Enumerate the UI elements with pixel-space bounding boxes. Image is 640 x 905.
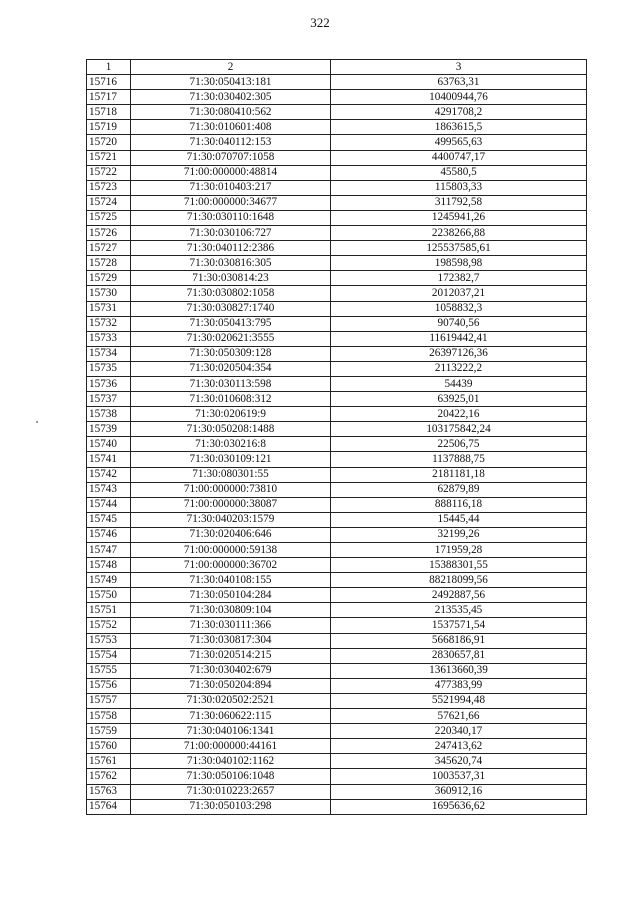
table-row [87, 392, 587, 407]
cadastral-number-cell: 71:30:010608:312 [131, 392, 331, 407]
row-number-cell: 15736 [87, 376, 131, 391]
value-cell: 57621,66 [331, 709, 587, 724]
cadastral-number-cell: 71:30:030106:727 [131, 226, 331, 241]
value-cell: 63763,31 [331, 75, 587, 90]
table-body [87, 75, 587, 815]
row-number-cell: 15722 [87, 165, 131, 180]
table-row [87, 799, 587, 814]
table-row [87, 120, 587, 135]
row-number-cell: 15730 [87, 286, 131, 301]
value-cell: 220340,17 [331, 724, 587, 739]
value-cell: 62879,89 [331, 482, 587, 497]
table-row [87, 739, 587, 754]
row-number-cell: 15717 [87, 90, 131, 105]
table-row [87, 361, 587, 376]
value-cell: 32199,26 [331, 527, 587, 542]
cadastral-number-cell: 71:30:050413:181 [131, 75, 331, 90]
cadastral-number-cell: 71:30:030802:1058 [131, 286, 331, 301]
table-row [87, 422, 587, 437]
row-number-cell: 15748 [87, 558, 131, 573]
row-number-cell: 15747 [87, 543, 131, 558]
cadastral-number-cell: 71:30:010223:2657 [131, 784, 331, 799]
value-cell: 2238266,88 [331, 226, 587, 241]
value-cell: 247413,62 [331, 739, 587, 754]
table-row [87, 784, 587, 799]
value-cell: 4400747,17 [331, 150, 587, 165]
scan-speck [36, 421, 38, 423]
value-cell: 2830657,81 [331, 648, 587, 663]
value-cell: 45580,5 [331, 165, 587, 180]
table-row [87, 346, 587, 361]
table-row [87, 407, 587, 422]
table-header [87, 60, 587, 75]
row-number-cell: 15759 [87, 724, 131, 739]
cadastral-number-cell: 71:30:050106:1048 [131, 769, 331, 784]
value-cell: 15445,44 [331, 512, 587, 527]
value-cell: 499565,63 [331, 135, 587, 150]
row-number-cell: 15753 [87, 633, 131, 648]
table-row [87, 90, 587, 105]
cadastral-number-cell: 71:30:020514:215 [131, 648, 331, 663]
row-number-cell: 15725 [87, 210, 131, 225]
value-cell: 477383,99 [331, 678, 587, 693]
cadastral-number-cell: 71:30:040112:2386 [131, 241, 331, 256]
value-cell: 360912,16 [331, 784, 587, 799]
value-cell: 10400944,76 [331, 90, 587, 105]
cadastral-number-cell: 71:30:010601:408 [131, 120, 331, 135]
table-row [87, 210, 587, 225]
row-number-cell: 15723 [87, 180, 131, 195]
cadastral-number-cell: 71:30:050103:298 [131, 799, 331, 814]
table-row [87, 165, 587, 180]
value-cell: 888116,18 [331, 497, 587, 512]
value-cell: 103175842,24 [331, 422, 587, 437]
value-cell: 311792,58 [331, 195, 587, 210]
table-row [87, 271, 587, 286]
value-cell: 1137888,75 [331, 452, 587, 467]
value-cell: 54439 [331, 376, 587, 391]
row-number-cell: 15732 [87, 316, 131, 331]
cadastral-number-cell: 71:30:040203:1579 [131, 512, 331, 527]
cadastral-number-cell: 71:00:000000:73810 [131, 482, 331, 497]
table-row [87, 301, 587, 316]
table-header-row [87, 60, 587, 75]
value-cell: 345620,74 [331, 754, 587, 769]
cadastral-number-cell: 71:00:000000:59138 [131, 543, 331, 558]
value-cell: 1003537,31 [331, 769, 587, 784]
cadastral-number-cell: 71:30:030402:679 [131, 663, 331, 678]
value-cell: 1863615,5 [331, 120, 587, 135]
row-number-cell: 15734 [87, 346, 131, 361]
row-number-cell: 15755 [87, 663, 131, 678]
table-row [87, 663, 587, 678]
table-row [87, 633, 587, 648]
row-number-cell: 15738 [87, 407, 131, 422]
table-row [87, 512, 587, 527]
value-cell: 5668186,91 [331, 633, 587, 648]
cadastral-number-cell: 71:30:030216:8 [131, 437, 331, 452]
row-number-cell: 15724 [87, 195, 131, 210]
row-number-cell: 15752 [87, 618, 131, 633]
table-row [87, 376, 587, 391]
row-number-cell: 15749 [87, 573, 131, 588]
cadastral-number-cell: 71:30:080301:55 [131, 467, 331, 482]
row-number-cell: 15761 [87, 754, 131, 769]
table-row [87, 588, 587, 603]
table-row [87, 497, 587, 512]
value-cell: 125537585,61 [331, 241, 587, 256]
cadastral-number-cell: 71:30:040108:155 [131, 573, 331, 588]
table-row [87, 256, 587, 271]
cadastral-number-cell: 71:30:050104:284 [131, 588, 331, 603]
table-row [87, 603, 587, 618]
row-number-cell: 15719 [87, 120, 131, 135]
cadastral-number-cell: 71:30:030817:304 [131, 633, 331, 648]
value-cell: 26397126,36 [331, 346, 587, 361]
value-cell: 213535,45 [331, 603, 587, 618]
cadastral-number-cell: 71:30:030814:23 [131, 271, 331, 286]
table-row [87, 286, 587, 301]
row-number-cell: 15762 [87, 769, 131, 784]
table-row [87, 482, 587, 497]
cadastral-number-cell: 71:30:050309:128 [131, 346, 331, 361]
table-row [87, 769, 587, 784]
row-number-cell: 15757 [87, 693, 131, 708]
cadastral-number-cell: 71:30:040106:1341 [131, 724, 331, 739]
value-cell: 20422,16 [331, 407, 587, 422]
table-row [87, 527, 587, 542]
value-cell: 63925,01 [331, 392, 587, 407]
row-number-cell: 15751 [87, 603, 131, 618]
row-number-cell: 15763 [87, 784, 131, 799]
value-cell: 1695636,62 [331, 799, 587, 814]
cadastral-value-table [86, 59, 587, 815]
row-number-cell: 15744 [87, 497, 131, 512]
row-number-cell: 15742 [87, 467, 131, 482]
row-number-cell: 15745 [87, 512, 131, 527]
row-number-cell: 15731 [87, 301, 131, 316]
row-number-cell: 15733 [87, 331, 131, 346]
table-row [87, 226, 587, 241]
value-cell: 1058832,3 [331, 301, 587, 316]
value-cell: 2113222,2 [331, 361, 587, 376]
cadastral-number-cell: 71:30:080410:562 [131, 105, 331, 120]
row-number-cell: 15716 [87, 75, 131, 90]
value-cell: 172382,7 [331, 271, 587, 286]
table-row [87, 75, 587, 90]
cadastral-number-cell: 71:00:000000:34677 [131, 195, 331, 210]
value-cell: 198598,98 [331, 256, 587, 271]
cadastral-number-cell: 71:30:050204:894 [131, 678, 331, 693]
cadastral-number-cell: 71:30:060622:115 [131, 709, 331, 724]
row-number-cell: 15726 [87, 226, 131, 241]
table-row [87, 543, 587, 558]
table-row [87, 331, 587, 346]
cadastral-number-cell: 71:30:020621:3555 [131, 331, 331, 346]
value-cell: 2012037,21 [331, 286, 587, 301]
column-header-number: 1 [87, 60, 131, 75]
table-row [87, 678, 587, 693]
value-cell: 22506,75 [331, 437, 587, 452]
row-number-cell: 15764 [87, 799, 131, 814]
table-row [87, 195, 587, 210]
cadastral-number-cell: 71:30:010403:217 [131, 180, 331, 195]
value-cell: 5521994,48 [331, 693, 587, 708]
row-number-cell: 15735 [87, 361, 131, 376]
row-number-cell: 15727 [87, 241, 131, 256]
table-row [87, 452, 587, 467]
row-number-cell: 15729 [87, 271, 131, 286]
cadastral-number-cell: 71:30:030402:305 [131, 90, 331, 105]
row-number-cell: 15756 [87, 678, 131, 693]
cadastral-number-cell: 71:00:000000:44161 [131, 739, 331, 754]
cadastral-number-cell: 71:30:020504:354 [131, 361, 331, 376]
cadastral-number-cell: 71:30:020406:646 [131, 527, 331, 542]
row-number-cell: 15754 [87, 648, 131, 663]
row-number-cell: 15728 [87, 256, 131, 271]
row-number-cell: 15758 [87, 709, 131, 724]
row-number-cell: 15721 [87, 150, 131, 165]
value-cell: 115803,33 [331, 180, 587, 195]
table-row [87, 467, 587, 482]
page-number: 322 [310, 15, 330, 30]
value-cell: 4291708,2 [331, 105, 587, 120]
cadastral-number-cell: 71:00:000000:36702 [131, 558, 331, 573]
table-row [87, 648, 587, 663]
cadastral-number-cell: 71:30:040102:1162 [131, 754, 331, 769]
row-number-cell: 15760 [87, 739, 131, 754]
cadastral-number-cell: 71:30:030111:366 [131, 618, 331, 633]
value-cell: 88218099,56 [331, 573, 587, 588]
row-number-cell: 15718 [87, 105, 131, 120]
value-cell: 90740,56 [331, 316, 587, 331]
value-cell: 1245941,26 [331, 210, 587, 225]
table-row [87, 135, 587, 150]
cadastral-number-cell: 71:30:030113:598 [131, 376, 331, 391]
table-row [87, 709, 587, 724]
row-number-cell: 15737 [87, 392, 131, 407]
cadastral-number-cell: 71:30:040112:153 [131, 135, 331, 150]
table-row [87, 180, 587, 195]
value-cell: 2492887,56 [331, 588, 587, 603]
cadastral-number-cell: 71:30:030110:1648 [131, 210, 331, 225]
row-number-cell: 15750 [87, 588, 131, 603]
cadastral-number-cell: 71:30:070707:1058 [131, 150, 331, 165]
table-row [87, 241, 587, 256]
row-number-cell: 15739 [87, 422, 131, 437]
cadastral-number-cell: 71:00:000000:48814 [131, 165, 331, 180]
table-row [87, 150, 587, 165]
row-number-cell: 15720 [87, 135, 131, 150]
value-cell: 171959,28 [331, 543, 587, 558]
table-row [87, 693, 587, 708]
column-header-cadastral-number: 2 [131, 60, 331, 75]
value-cell: 1537571,54 [331, 618, 587, 633]
value-cell: 2181181,18 [331, 467, 587, 482]
row-number-cell: 15740 [87, 437, 131, 452]
table-row [87, 754, 587, 769]
value-cell: 11619442,41 [331, 331, 587, 346]
value-cell: 13613660,39 [331, 663, 587, 678]
cadastral-number-cell: 71:30:030109:121 [131, 452, 331, 467]
cadastral-number-cell: 71:00:000000:38087 [131, 497, 331, 512]
value-cell: 15388301,55 [331, 558, 587, 573]
table-row [87, 573, 587, 588]
cadastral-number-cell: 71:30:030816:305 [131, 256, 331, 271]
row-number-cell: 15746 [87, 527, 131, 542]
table-row [87, 558, 587, 573]
cadastral-number-cell: 71:30:020502:2521 [131, 693, 331, 708]
cadastral-number-cell: 71:30:020619:9 [131, 407, 331, 422]
column-header-value: 3 [331, 60, 587, 75]
cadastral-number-cell: 71:30:050208:1488 [131, 422, 331, 437]
table-row [87, 724, 587, 739]
table-row [87, 437, 587, 452]
table-row [87, 316, 587, 331]
row-number-cell: 15741 [87, 452, 131, 467]
cadastral-number-cell: 71:30:030827:1740 [131, 301, 331, 316]
table-row [87, 105, 587, 120]
table-row [87, 618, 587, 633]
cadastral-number-cell: 71:30:050413:795 [131, 316, 331, 331]
cadastral-number-cell: 71:30:030809:104 [131, 603, 331, 618]
row-number-cell: 15743 [87, 482, 131, 497]
